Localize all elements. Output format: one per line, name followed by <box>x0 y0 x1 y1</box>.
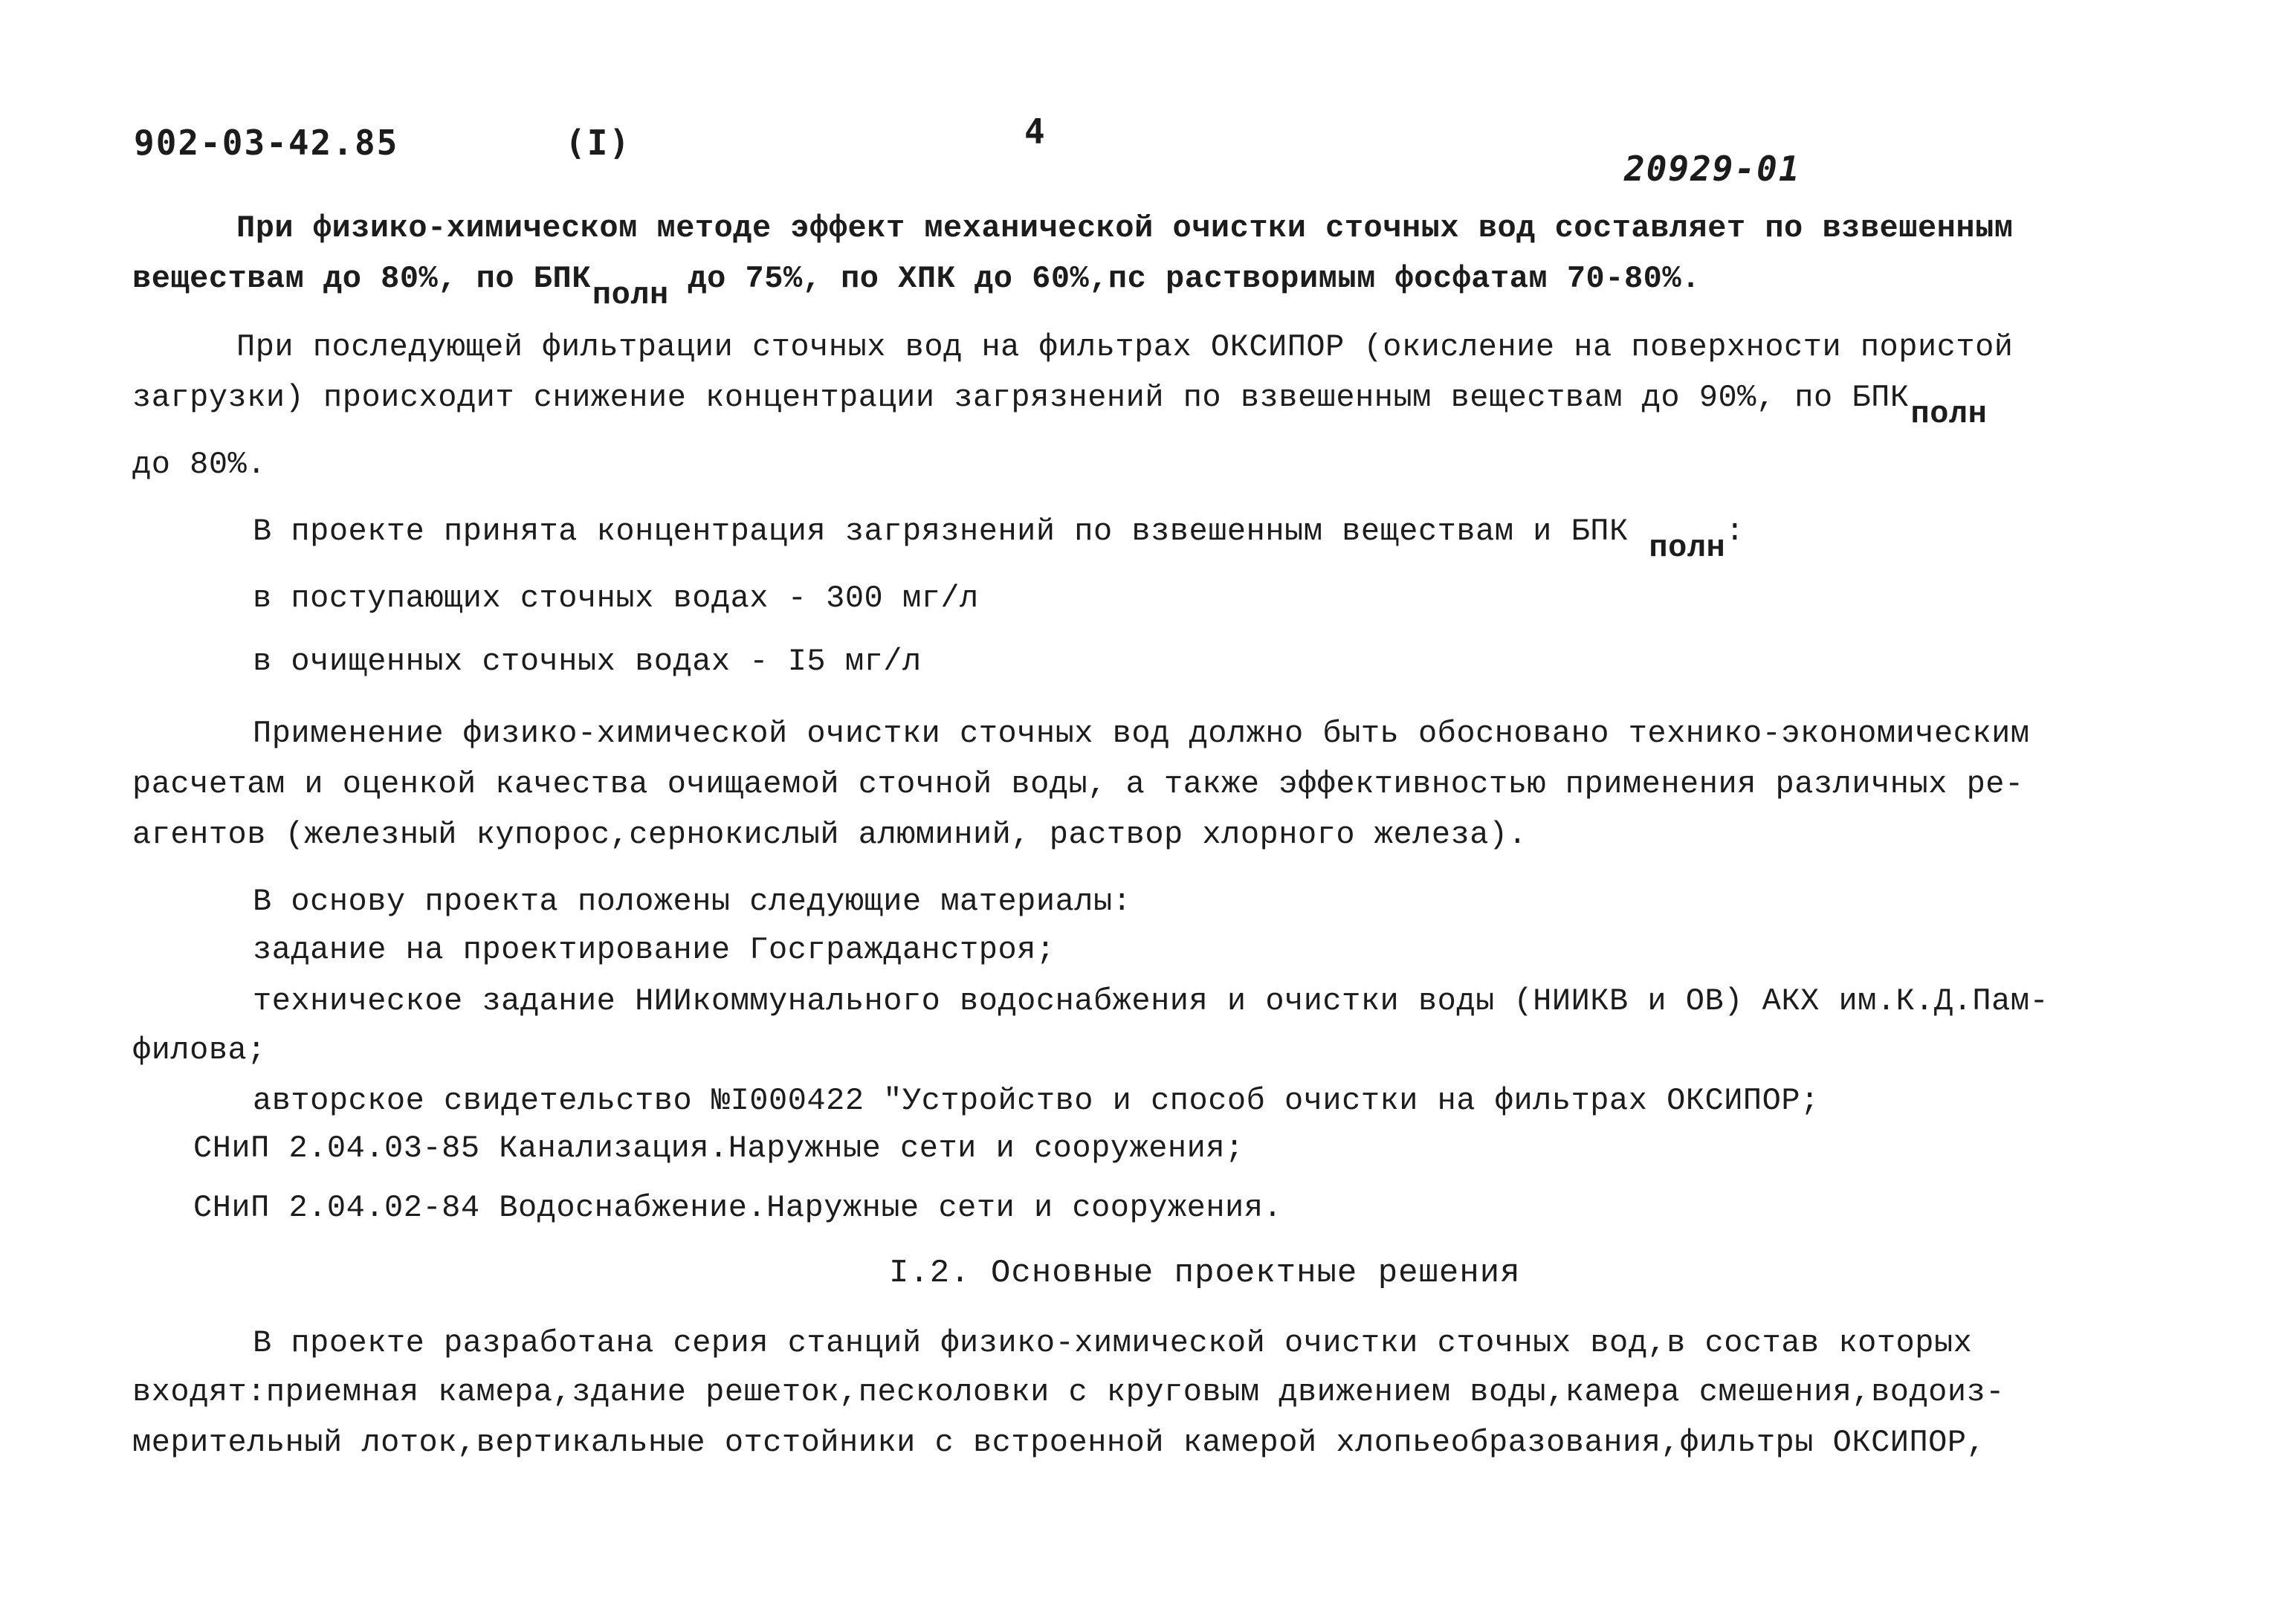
p5-line-1: В основу проекта положены следующие материалы: <box>253 884 1132 919</box>
p3-line-2: в поступающих сточных водах - 300 мг/л <box>253 580 979 616</box>
p1-line-2-text-a: веществам до 80%, по БПК <box>132 261 591 297</box>
p2-line-3: до 80%. <box>132 447 266 482</box>
p3-line-1 <box>253 513 1745 566</box>
p2-subscript: полн <box>1910 396 1988 432</box>
p4-line-2: расчетам и оценкой качества очищаемой сточной воды, а также эффективностью применения различных ре- <box>132 766 2024 802</box>
p2-line-2 <box>132 379 1988 432</box>
p5-line-6: СНиП 2.04.03-85 Канализация.Наружные сети и сооружения; <box>193 1130 1244 1166</box>
p3-line-1-text: В проекте принята концентрация загрязнений по взвешенным веществам и БПК <box>253 514 1648 549</box>
p2-line-2-text: загрузки) происходит снижение концентрации загрязнений по взвешенным веществам до 90%, по БПК <box>132 380 1910 415</box>
p5-line-7: СНиП 2.04.02-84 Водоснабжение.Наружные сети и сооружения. <box>193 1190 1283 1226</box>
p3-colon: : <box>1725 514 1745 549</box>
p1-line-2-text-b: до 75%, по ХПК до 60%,пс растворимым фосфатам 70-80%. <box>668 261 1701 297</box>
document-code: 902-03-42.85 <box>134 123 399 163</box>
p6-line-1: В проекте разработана серия станций физико-химической очистки сточных вод,в состав которых <box>253 1325 1973 1361</box>
page-number: 4 <box>1024 111 1047 152</box>
p4-line-3: агентов (железный купорос,сернокислый алюминий, раствор хлорного железа). <box>132 817 1528 853</box>
registration-number: 20929-01 <box>1624 149 1801 189</box>
copy-number: (I) <box>565 123 632 163</box>
p1-line-2 <box>132 260 1701 313</box>
p6-line-2: входят:приемная камера,здание решеток,песколовки с круговым движением воды,камера смешения,водоиз- <box>132 1374 2005 1410</box>
p3-subscript: полн <box>1649 530 1726 566</box>
section-heading: I.2. Основные проектные решения <box>889 1255 1521 1292</box>
p1-subscript: полн <box>592 277 669 313</box>
p6-line-3: мерительный лоток,вертикальные отстойники с встроенной камерой хлопьеобразования,фильтры ОКСИПОР, <box>132 1425 1986 1460</box>
p3-line-3: в очищенных сточных водах - I5 мг/л <box>253 644 922 679</box>
p2-line-1: При последующей фильтрации сточных вод на фильтрах ОКСИПОР (окисление на поверхности пористой <box>236 329 2014 365</box>
p1-line-1: При физико-химическом методе эффект механической очистки сточных вод составляет по взвешенным <box>236 210 2014 246</box>
p5-line-2: задание на проектирование Госгражданстроя; <box>253 932 1056 968</box>
p4-line-1: Применение физико-химической очистки сточных вод должно быть обосновано технико-экономическим <box>253 716 2030 751</box>
p5-line-3: техническое задание НИИкоммунального водоснабжения и очистки воды (НИИКВ и ОВ) АКХ им.К.Д.Пам- <box>253 983 2049 1019</box>
p5-line-5: авторское свидетельство №I000422 "Устройство и способ очистки на фильтрах ОКСИПОР; <box>253 1083 1820 1119</box>
p5-line-4: филова; <box>132 1032 266 1068</box>
